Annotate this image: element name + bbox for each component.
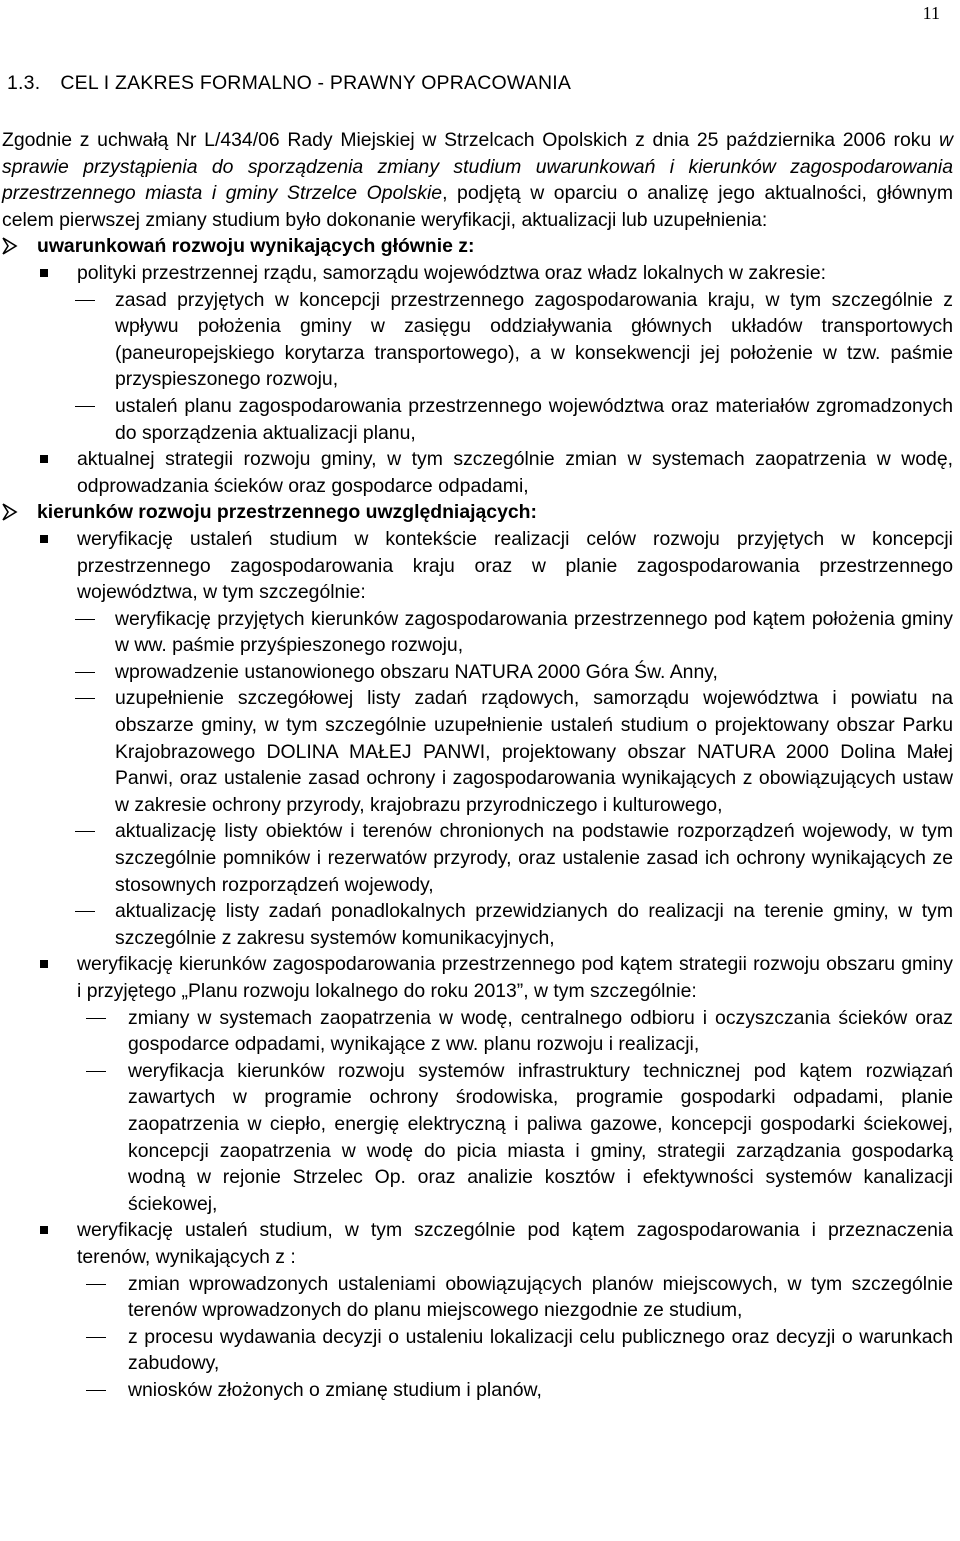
list-item xyxy=(0,446,953,499)
sub-list-item xyxy=(0,1005,953,1058)
arrow-bullet-icon xyxy=(0,233,22,259)
sub-list-item-text: weryfikacja kierunków rozwoju systemów infrastruktury technicznej pod kątem rozwiązań zawartych w programie ochrony środowiska, programie gospodarki odpadami, planie zaopatrzenia w ciepło, energię elektryczną i paliwa gazowe, koncepcji gospodarki ściekowej, koncepcji zaopatrzenia w wodę do picia miasta i gminy, strategii zarządzania gospodarką wodną w rejonie Strzelec Op. oraz analizie kosztów i efektywności systemów kanalizacji ściekowej, xyxy=(128,1059,953,1215)
sub-list-item-text: weryfikację przyjętych kierunków zagospodarowania przestrzennego pod kątem położenia gminy w ww. paśmie przyśpieszonego rozwoju, xyxy=(115,607,953,657)
sub-list-item xyxy=(0,393,953,446)
intro-text-1: Zgodnie z uchwałą Nr L/434/06 Rady Miejskiej w Strzelcach Opolskich z dnia 25 października 2006 roku xyxy=(2,129,939,151)
dash-bullet-icon xyxy=(86,1337,106,1338)
list-item-text: weryfikację ustaleń studium w kontekście realizacji celów rozwoju przyjętych w koncepcji przestrzennego zagospodarowania kraju oraz w planie zagospodarowania przestrzennego województwa, w tym szczególnie: xyxy=(77,527,953,604)
square-bullet-icon xyxy=(40,1226,48,1234)
arrow-bullet-icon xyxy=(0,499,22,525)
intro-paragraph xyxy=(0,127,953,233)
sub-list-item-text: wprowadzenie ustanowionego obszaru NATURA 2000 Góra Św. Anny, xyxy=(115,660,718,683)
section-title: CEL I ZAKRES FORMALNO - PRAWNY OPRACOWANIA xyxy=(60,72,572,94)
sub-list-item xyxy=(0,1271,953,1324)
list-item xyxy=(0,260,953,287)
square-bullet-icon xyxy=(40,269,48,277)
list-item-text: aktualnej strategii rozwoju gminy, w tym szczególnie zmian w systemach zaopatrzenia w wodę, odprowadzania ścieków oraz gospodarce odpadami, xyxy=(77,448,953,497)
document-body xyxy=(0,127,953,1404)
dash-bullet-icon xyxy=(75,619,95,620)
sub-list-item xyxy=(0,606,953,659)
section-heading xyxy=(7,72,571,95)
sub-list-item-text: zmian wprowadzonych ustaleniami obowiązujących planów miejscowych, w tym szczególnie terenów wprowadzonych do planu miejscowego niezgodnie ze studium, xyxy=(128,1272,953,1322)
sub-list-item xyxy=(0,1377,953,1404)
sub-list-item xyxy=(0,898,953,951)
section-bullet-2 xyxy=(0,499,953,526)
sub-list-item-text: aktualizację listy obiektów i terenów chronionych na podstawie rozporządzeń wojewody, w tym szczególnie pomników i rezerwatów przyrody, oraz ustalenie zasad ich ochrony wynikających ze stosownych rozporządzeń wojewody, xyxy=(115,820,953,896)
sub-list-item-text: aktualizację listy zadań ponadlokalnych przewidzianych do realizacji na terenie gminy, w tym szczególnie z zakresu systemów komunikacyjnych, xyxy=(115,900,953,949)
intro-text-italic: w sprawie przystąpienia do sporządzenia zmiany studium uwarunkowań i kierunków zagospodarowania przestrzennego miasta i gminy Strzelce Opolskie xyxy=(2,129,953,205)
dash-bullet-icon xyxy=(86,1390,106,1391)
sub-list-item-text: wniosków złożonych o zmianę studium i planów, xyxy=(128,1378,542,1401)
section-number: 1.3. xyxy=(7,72,41,94)
sub-list-item xyxy=(0,1324,953,1377)
sub-list-item-text: zasad przyjętych w koncepcji przestrzennego zagospodarowania kraju, w tym szczególnie z wpływu położenia gminy w zasięgu oddziaływania głównych układów transportowych (paneuropejskiego korytarza transportowego), a w konsekwencji jej położenie w tzw. paśmie przyspieszonego rozwoju, xyxy=(115,288,953,391)
sub-list-item xyxy=(0,659,953,686)
sub-list-item-text: z procesu wydawania decyzji o ustaleniu lokalizacji celu publicznego oraz decyzji o warunkach zabudowy, xyxy=(128,1325,953,1375)
dash-bullet-icon xyxy=(75,406,95,407)
dash-bullet-icon xyxy=(75,911,95,912)
list-item-text: polityki przestrzennej rządu, samorządu województwa oraz władz lokalnych w zakresie: xyxy=(77,261,827,284)
sub-list-item xyxy=(0,818,953,898)
list-item xyxy=(0,526,953,606)
sub-list-item-text: ustaleń planu zagospodarowania przestrzennego województwa oraz materiałów zgromadzonych do sporządzenia aktualizacji planu, xyxy=(115,394,953,444)
sub-list-item xyxy=(0,685,953,818)
square-bullet-icon xyxy=(40,535,48,543)
sub-list-item-text: zmiany w systemach zaopatrzenia w wodę, centralnego odbioru i oczyszczania ścieków oraz gospodarce odpadami, wynikające z ww. planu rozwoju i realizacji, xyxy=(128,1006,953,1056)
page-number: 11 xyxy=(922,3,940,23)
list-item-text: weryfikację kierunków zagospodarowania przestrzennego pod kątem strategii rozwoju obszaru gminy i przyjętego „Planu rozwoju lokalnego do roku 2013”, w tym szczególnie: xyxy=(77,953,953,1002)
square-bullet-icon xyxy=(40,960,48,968)
list-item xyxy=(0,951,953,1004)
dash-bullet-icon xyxy=(75,698,95,699)
dash-bullet-icon xyxy=(86,1071,106,1072)
section-bullet-1 xyxy=(0,233,953,260)
intro-text-3: , podjętą w oparciu o analizę jego aktualności, głównym celem pierwszej zmiany studium było dokonanie weryfikacji, aktualizacji lub uzupełnienia: xyxy=(2,182,953,231)
dash-bullet-icon xyxy=(86,1284,106,1285)
list-item xyxy=(0,1217,953,1270)
dash-bullet-icon xyxy=(75,300,95,301)
list-item-text: weryfikację ustaleń studium, w tym szczególnie pod kątem zagospodarowania i przeznaczenia terenów, wynikających z : xyxy=(77,1219,953,1268)
dash-bullet-icon xyxy=(75,831,95,832)
dash-bullet-icon xyxy=(75,672,95,673)
dash-bullet-icon xyxy=(86,1018,106,1019)
square-bullet-icon xyxy=(40,455,48,463)
sub-list-item xyxy=(0,1058,953,1218)
sub-list-item-text: uzupełnienie szczegółowej listy zadań rządowych, samorządu województwa i powiatu na obszarze gminy, w tym szczególnie uzupełnienie ustaleń studium o projektowany obszar Parku Krajobrazowego DOLINA MAŁEJ PANWI, projektowany obszar NATURA 2000 Dolina Małej Panwi, oraz ustalenie zasad ochrony i zagospodarowania wynikających z obowiązujących ustaw w zakresie ochrony przyrody, krajobrazu przyrodniczego i kulturowego, xyxy=(115,687,953,816)
section-bullet-title: kierunków rozwoju przestrzennego uwzględniających: xyxy=(37,501,537,524)
sub-list-item xyxy=(0,287,953,393)
section-bullet-title: uwarunkowań rozwoju wynikających głównie z: xyxy=(37,235,475,258)
